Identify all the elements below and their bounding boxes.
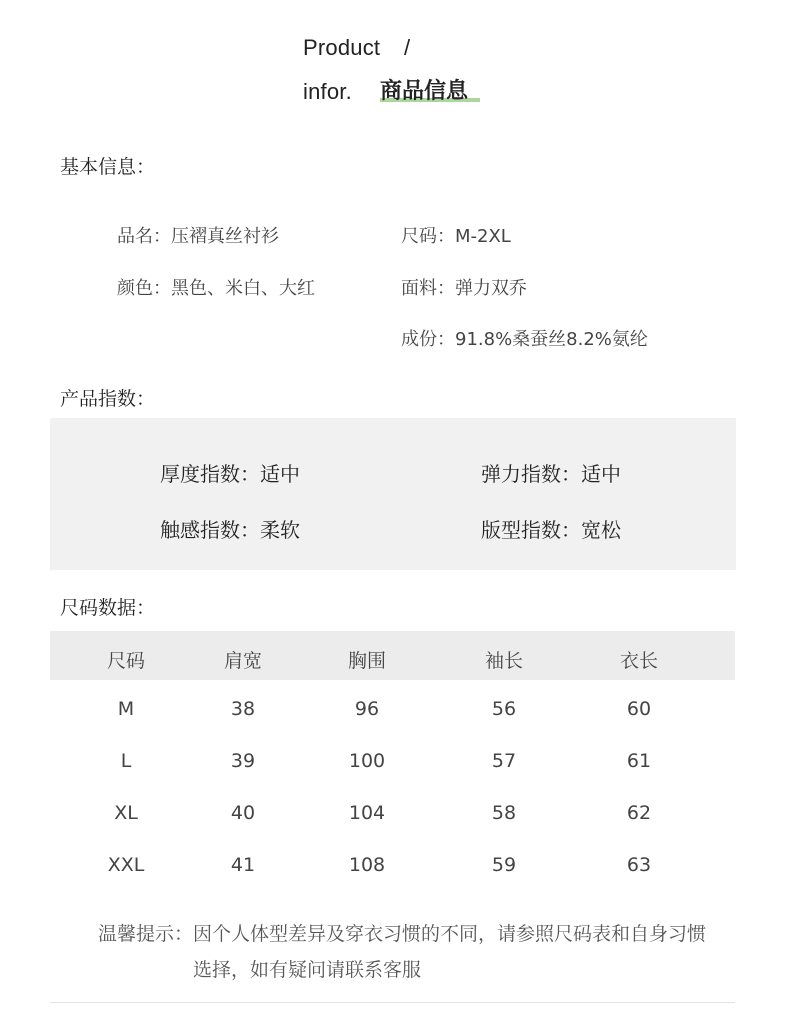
info-fabric: 面料：弹力双乔	[401, 278, 527, 299]
table-cell: 61	[626, 750, 652, 772]
section-title-index: 产品指数：	[60, 388, 156, 410]
table-cell: 38	[230, 698, 256, 720]
table-cell: 96	[354, 698, 380, 720]
table-cell: 58	[491, 802, 517, 824]
table-cell: 39	[230, 750, 256, 772]
table-header-cell: 衣长	[619, 650, 659, 672]
tip-line-2: 选择，如有疑问请联系客服	[193, 959, 422, 981]
index-panel	[50, 418, 736, 570]
table-cell: XXL	[107, 854, 145, 876]
table-cell: L	[120, 750, 132, 772]
table-cell: 63	[626, 854, 652, 876]
info-composition: 成份：91.8%桑蚕丝8.2%氨纶	[401, 329, 648, 350]
table-header-cell: 胸围	[347, 650, 387, 672]
table-cell: 57	[491, 750, 517, 772]
tip-line-1: 温馨提示：因个人体型差异及穿衣习惯的不同，请参照尺码表和自身习惯	[98, 923, 707, 945]
bottom-divider	[50, 1002, 735, 1003]
table-header-cell: 袖长	[484, 650, 524, 672]
table-header-cell: 尺码	[106, 650, 146, 672]
header-slash: /	[404, 35, 411, 60]
index-thickness: 厚度指数：适中	[160, 462, 300, 486]
info-size-range: 尺码：M-2XL	[401, 226, 511, 247]
info-product-name: 品名：压褶真丝衬衫	[117, 226, 279, 247]
index-touch: 触感指数：柔软	[160, 518, 300, 542]
page-title: 商品信息	[380, 79, 469, 104]
table-cell: 40	[230, 802, 256, 824]
table-header-cell: 肩宽	[223, 650, 263, 672]
table-cell: M	[117, 698, 135, 720]
index-fit: 版型指数：宽松	[481, 518, 621, 542]
table-cell: 104	[348, 802, 386, 824]
table-cell: XL	[114, 802, 138, 824]
section-title-basic: 基本信息：	[60, 156, 156, 178]
table-cell: 100	[348, 750, 386, 772]
header-en-infor: infor.	[303, 79, 352, 104]
index-elasticity: 弹力指数：适中	[481, 462, 621, 486]
section-title-size: 尺码数据：	[60, 597, 156, 619]
table-cell: 59	[491, 854, 517, 876]
table-cell: 56	[491, 698, 517, 720]
table-cell: 41	[230, 854, 256, 876]
table-cell: 62	[626, 802, 652, 824]
info-colors: 颜色：黑色、米白、大红	[117, 278, 315, 299]
table-cell: 60	[626, 698, 652, 720]
table-cell: 108	[348, 854, 386, 876]
header-en-product: Product	[303, 35, 381, 60]
